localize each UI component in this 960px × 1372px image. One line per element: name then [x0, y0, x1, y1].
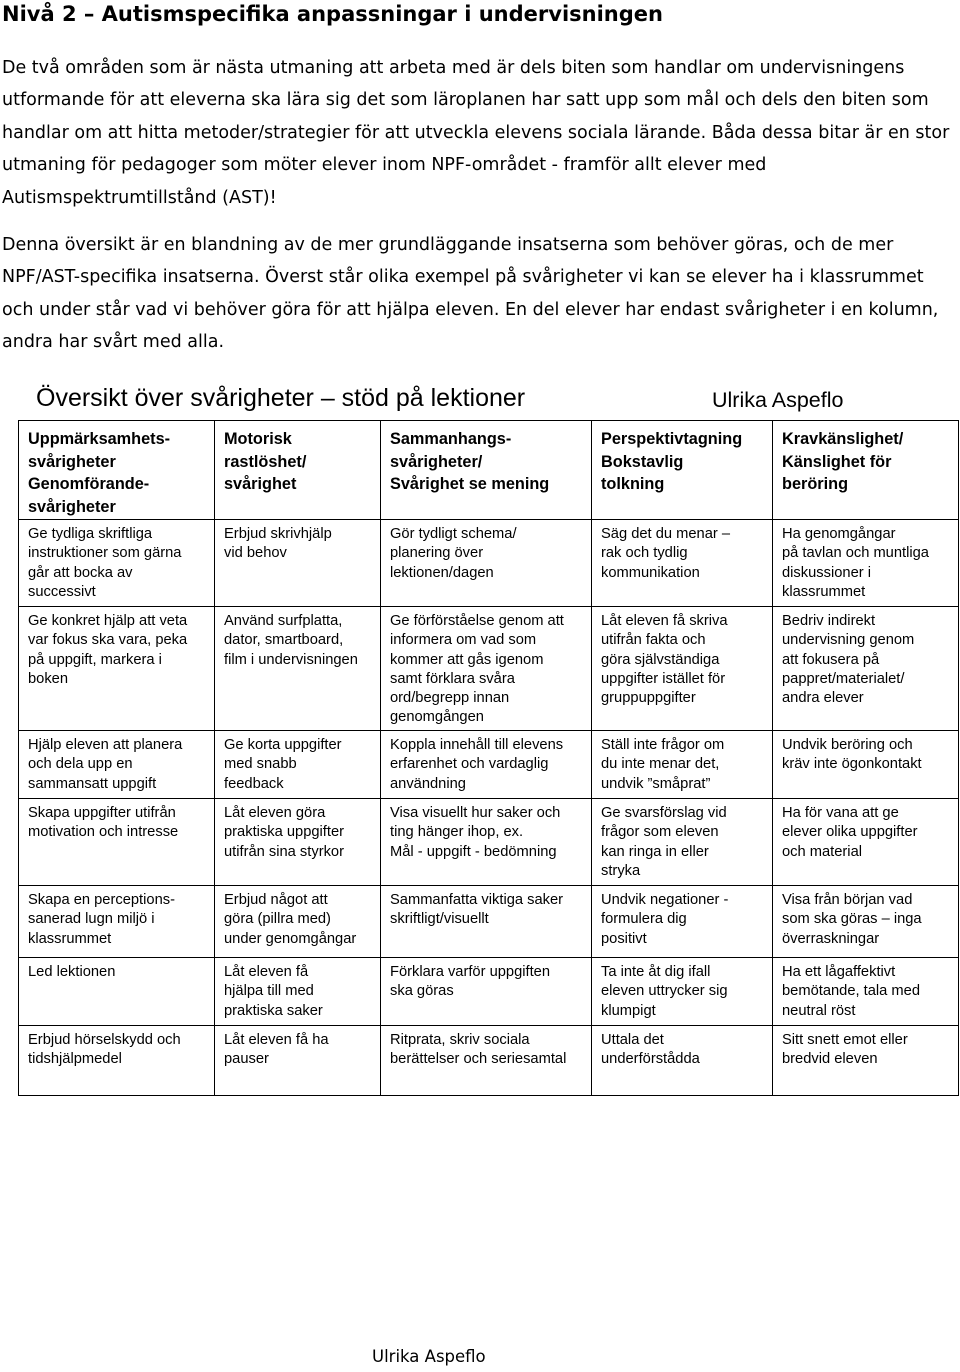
column-header-line: beröring	[782, 475, 849, 493]
cell-line: hjälpa till med	[224, 983, 314, 1000]
table-cell	[19, 607, 215, 731]
cell-line: Ge förförståelse genom att	[390, 613, 564, 629]
table-cell	[381, 958, 592, 1026]
cell-line: rak och tydlig	[601, 545, 688, 562]
cell-line: film i undervisningen	[224, 651, 358, 668]
cell-line: formulera dig	[601, 911, 687, 928]
table-cell	[19, 1026, 215, 1096]
cell-line: Hjälp eleven att planera	[28, 737, 183, 753]
cell-line: Koppla innehåll till elevens	[390, 737, 564, 753]
table-cell	[592, 731, 773, 799]
cell-line: Skapa uppgifter utifrån	[28, 805, 176, 821]
table-cell	[381, 520, 592, 607]
overview-author: Ulrika Aspeflo	[712, 388, 844, 412]
table-cell	[381, 1026, 592, 1096]
cell-line: går att bocka av	[28, 564, 133, 581]
column-header	[215, 421, 381, 520]
cell-line: feedback	[224, 775, 284, 792]
column-header-line: Kravkänslighet/	[782, 430, 904, 448]
cell-line: erfarenhet och vardaglig	[390, 756, 549, 773]
table-cell	[215, 958, 381, 1026]
cell-line: utifrån fakta och	[601, 632, 706, 649]
cell-line: Ge tydliga skriftliga	[28, 526, 153, 542]
cell-line: Låt eleven göra	[224, 805, 326, 821]
cell-line: på tavlan och muntliga	[782, 545, 929, 562]
cell-line: skriftligt/visuellt	[390, 911, 489, 928]
cell-line: successivt	[28, 583, 96, 600]
table-cell	[381, 886, 592, 958]
cell-line: Låt eleven få ha	[224, 1032, 329, 1048]
cell-line: göra självständiga	[601, 651, 720, 668]
column-header-line: Sammanhangs-	[390, 430, 512, 448]
cell-line: informera om vad som	[390, 632, 537, 649]
cell-line: kan ringa in eller	[601, 843, 709, 860]
table-header-row	[19, 421, 959, 520]
cell-line: dator, smartboard,	[224, 632, 344, 649]
cell-line: kräv inte ögonkontakt	[782, 756, 922, 773]
table-cell	[19, 731, 215, 799]
cell-line: Använd surfplatta,	[224, 613, 343, 629]
column-header-line: svårighet	[224, 475, 297, 493]
table-row	[19, 958, 959, 1026]
cell-line: kommunikation	[601, 564, 700, 581]
column-header-line: svårigheter	[28, 497, 116, 516]
column-header-line: Genomförande-	[28, 475, 150, 493]
table-row	[19, 731, 959, 799]
cell-line: underförstådda	[601, 1051, 700, 1068]
cell-line: neutral röst	[782, 1002, 856, 1019]
cell-line: eleven uttrycker sig	[601, 983, 728, 1000]
cell-line: vid behov	[224, 545, 287, 562]
cell-line: Skapa en perceptions-	[28, 892, 175, 908]
table-cell	[773, 607, 959, 731]
overview-title: Översikt över svårigheter – stöd på lektioner	[36, 384, 526, 412]
cell-line: Ställ inte frågor om	[601, 737, 725, 753]
table-cell	[592, 607, 773, 731]
cell-line: ting hänger ihop, ex.	[390, 824, 524, 841]
table-cell	[773, 886, 959, 958]
cell-line: praktiska uppgifter	[224, 824, 345, 841]
cell-line: utifrån sina styrkor	[224, 843, 344, 860]
cell-line: Undvik beröring och	[782, 737, 913, 753]
cell-line: användning	[390, 775, 466, 792]
table-cell	[592, 799, 773, 886]
cell-line: bredvid eleven	[782, 1051, 878, 1068]
intro-paragraph-1	[2, 52, 952, 214]
cell-line: stryka	[601, 862, 641, 879]
cell-line: att fokusera på	[782, 651, 880, 668]
cell-line: du inte menar det,	[601, 756, 720, 773]
cell-line: uppgifter istället för	[601, 670, 726, 687]
table-row	[19, 607, 959, 731]
table-cell	[773, 958, 959, 1026]
table-cell	[773, 731, 959, 799]
cell-line: kommer att gås igenom	[390, 651, 544, 668]
cell-line: berättelser och seriesamtal	[390, 1051, 567, 1068]
table-cell	[215, 799, 381, 886]
table-row	[19, 520, 959, 607]
column-header-line: Bokstavlig	[601, 452, 684, 471]
intro-paragraph-2	[2, 229, 952, 359]
cell-line: Förklara varför uppgiften	[390, 964, 551, 980]
footer-author: Ulrika Aspeflo	[372, 1347, 486, 1366]
column-header-line: svårigheter	[28, 452, 116, 471]
table-cell	[381, 607, 592, 731]
column-header	[592, 421, 773, 520]
cell-line: klumpigt	[601, 1002, 656, 1019]
table-cell	[773, 520, 959, 607]
intro-text-2: Denna översikt är en blandning av de mer grundläggande insatserna som behöver göras, och de mer NPF/AST-specifika insatserna. Överst står olika exempel på svårigheter vi kan se elever ha i klassrummet och under står vad vi behöver göra för att hjälpa eleven. En del elever har endast svårigheter i en kolumn, andra har svårt med alla.	[2, 235, 939, 353]
overview-table	[18, 420, 959, 1096]
column-header-line: Motorisk	[224, 430, 292, 448]
cell-line: göra (pillra med)	[224, 911, 331, 928]
cell-line: överraskningar	[782, 930, 880, 947]
cell-line: ska göras	[390, 983, 454, 1000]
cell-line: Undvik negationer -	[601, 892, 729, 908]
column-header	[773, 421, 959, 520]
cell-line: på uppgift, markera i	[28, 651, 162, 668]
cell-line: pappret/materialet/	[782, 670, 905, 687]
column-header-line: Perspektivtagning	[601, 430, 743, 448]
cell-line: andra elever	[782, 690, 864, 707]
cell-line: lektionen/dagen	[390, 564, 494, 581]
cell-line: Mål - uppgift - bedömning	[390, 843, 557, 860]
table-cell	[215, 1026, 381, 1096]
cell-line: Visa från början vad	[782, 892, 913, 908]
cell-line: elever olika uppgifter	[782, 824, 918, 841]
cell-line: Ha genomgångar	[782, 526, 896, 542]
cell-line: och material	[782, 843, 862, 860]
cell-line: positivt	[601, 930, 647, 947]
cell-line: planering över	[390, 545, 484, 562]
column-header-line: tolkning	[601, 475, 665, 493]
table-cell	[381, 731, 592, 799]
cell-line: ord/begrepp innan	[390, 690, 510, 707]
cell-line: som ska göras – inga	[782, 911, 922, 928]
cell-line: sammansatt uppgift	[28, 775, 157, 792]
cell-line: Låt eleven få skriva	[601, 613, 728, 629]
cell-line: Visa visuellt hur saker och	[390, 805, 561, 821]
cell-line: genomgången	[390, 709, 484, 726]
table-cell	[592, 1026, 773, 1096]
cell-line: tidshjälpmedel	[28, 1051, 122, 1068]
column-header	[381, 421, 592, 520]
cell-line: samt förklara svåra	[390, 670, 515, 687]
cell-line: klassrummet	[782, 583, 866, 600]
cell-line: Ha för vana att ge	[782, 805, 899, 821]
cell-line: Ge konkret hjälp att veta	[28, 613, 188, 629]
cell-line: Erbjud något att	[224, 892, 328, 908]
cell-line: Gör tydligt schema/	[390, 526, 517, 542]
cell-line: undervisning genom	[782, 632, 915, 649]
cell-line: undvik ”småprat”	[601, 775, 711, 792]
cell-line: Ha ett lågaffektivt	[782, 964, 896, 980]
cell-line: Uttala det	[601, 1032, 664, 1048]
cell-line: Erbjud hörselskydd och	[28, 1032, 181, 1048]
table-cell	[215, 886, 381, 958]
table-row	[19, 1026, 959, 1096]
cell-line: gruppuppgifter	[601, 690, 696, 707]
cell-line: klassrummet	[28, 930, 112, 947]
table-cell	[592, 886, 773, 958]
table-cell	[592, 958, 773, 1026]
table-cell	[215, 731, 381, 799]
cell-line: sanerad lugn miljö i	[28, 911, 155, 928]
page-heading: Nivå 2 – Autismspecifika anpassningar i undervisningen	[2, 2, 663, 26]
column-header-line: rastlöshet/	[224, 452, 307, 471]
column-header-line: Svårighet se mening	[390, 475, 550, 493]
cell-line: Ge svarsförslag vid	[601, 805, 727, 821]
table-cell	[592, 520, 773, 607]
cell-line: Sitt snett emot eller	[782, 1032, 908, 1048]
cell-line: var fokus ska vara, peka	[28, 632, 188, 649]
cell-line: Låt eleven få	[224, 964, 309, 980]
table-cell	[19, 520, 215, 607]
cell-line: och dela upp en	[28, 756, 133, 773]
table-row	[19, 886, 959, 958]
intro-text-1: De två områden som är nästa utmaning att arbeta med är dels biten som handlar om undervisningens utformande för att eleverna ska lära sig det som läroplanen har satt upp som mål och dels den biten som handlar om att hitta metoder/strategier för att utveckla elevens sociala lärande. Båda dessa bitar är en stor utmaning för pedagoger som möter elever inom NPF-området - framför allt elever med Autismspektrumtillstånd (AST)!	[2, 58, 950, 208]
table-cell	[19, 886, 215, 958]
cell-line: frågor som eleven	[601, 824, 719, 841]
cell-line: motivation och intresse	[28, 824, 179, 841]
cell-line: Erbjud skrivhjälp	[224, 526, 332, 542]
cell-line: Säg det du menar –	[601, 526, 731, 542]
table-body	[19, 520, 959, 1096]
table-cell	[773, 1026, 959, 1096]
column-header-line: Uppmärksamhets-	[28, 430, 171, 448]
cell-line: instruktioner som gärna	[28, 545, 182, 562]
cell-line: Sammanfatta viktiga saker	[390, 892, 564, 908]
cell-line: praktiska saker	[224, 1002, 323, 1019]
cell-line: Ta inte åt dig ifall	[601, 964, 711, 980]
table-cell	[773, 799, 959, 886]
table-cell	[19, 958, 215, 1026]
table-row	[19, 799, 959, 886]
table-cell	[381, 799, 592, 886]
cell-line: diskussioner i	[782, 564, 871, 581]
cell-line: Ge korta uppgifter	[224, 737, 342, 753]
table-cell	[215, 607, 381, 731]
column-header-line: svårigheter/	[390, 452, 483, 471]
cell-line: pauser	[224, 1051, 269, 1068]
table-cell	[215, 520, 381, 607]
cell-line: Bedriv indirekt	[782, 613, 876, 629]
cell-line: med snabb	[224, 756, 297, 773]
cell-line: Led lektionen	[28, 964, 116, 980]
table-cell	[19, 799, 215, 886]
cell-line: boken	[28, 670, 69, 687]
cell-line: Ritprata, skriv sociala	[390, 1032, 530, 1048]
cell-line: under genomgångar	[224, 930, 357, 947]
cell-line: bemötande, tala med	[782, 983, 920, 1000]
column-header	[19, 421, 215, 520]
column-header-line: Känslighet för	[782, 452, 892, 471]
